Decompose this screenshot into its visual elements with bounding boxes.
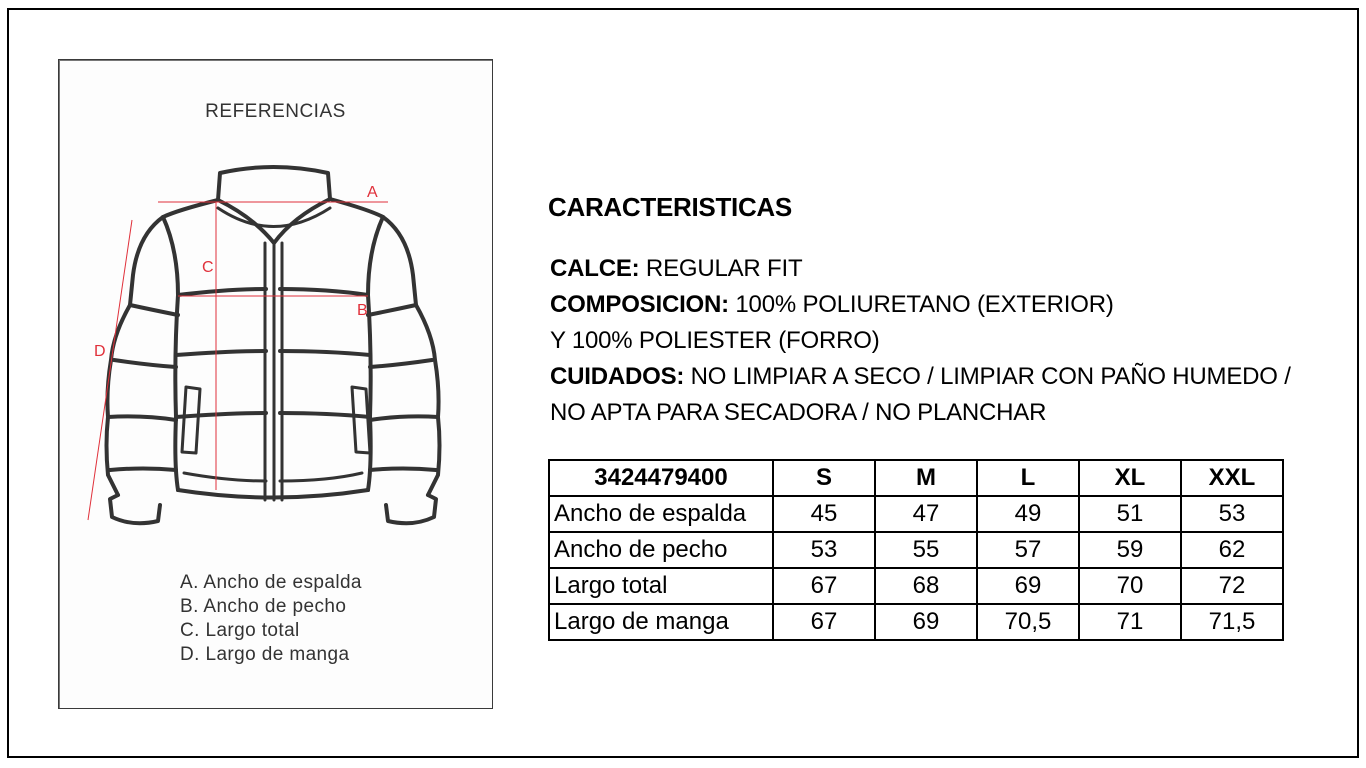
spec-cuidados-cont: NO APTA PARA SECADORA / NO PLANCHAR [550,399,1047,426]
size-header: XXL [1181,460,1283,496]
spec-composicion [550,287,1291,323]
legend-item: B. Ancho de pecho [180,596,347,617]
spec-label: COMPOSICION: [550,291,729,318]
spec-value: 100% POLIURETANO (EXTERIOR) [728,291,1114,318]
table-cell: 51 [1079,496,1181,532]
size-table [548,459,1284,641]
product-code: 3424479400 [549,460,773,496]
size-header: XL [1079,460,1181,496]
table-cell: 67 [773,568,875,604]
table-cell: 69 [875,604,977,640]
spec-calce [550,251,1291,287]
table-cell: 71 [1079,604,1181,640]
table-cell: 45 [773,496,875,532]
reference-title: REFERENCIAS [205,101,346,122]
table-cell: 57 [977,532,1079,568]
table-cell: 47 [875,496,977,532]
table-row [549,604,1283,640]
marker-d: D [94,343,106,360]
table-cell: 59 [1079,532,1181,568]
spec-composicion-cont: Y 100% POLIESTER (FORRO) [550,327,880,354]
table-cell: 70 [1079,568,1181,604]
legend-item: A. Ancho de espalda [180,572,362,593]
table-cell: 72 [1181,568,1283,604]
table-row [549,496,1283,532]
table-row [549,532,1283,568]
legend-item: C. Largo total [180,620,300,641]
row-label: Ancho de pecho [549,532,773,568]
table-cell: 55 [875,532,977,568]
size-header: S [773,460,875,496]
table-cell: 53 [1181,496,1283,532]
spec-value: NO LIMPIAR A SECO / LIMPIAR CON PAÑO HUMEDO / [684,363,1291,390]
table-header-row [549,460,1283,496]
spec-label: CALCE: [550,255,640,282]
row-label: Largo de manga [549,604,773,640]
table-row [549,568,1283,604]
spec-label: CUIDADOS: [550,363,685,390]
table-cell: 68 [875,568,977,604]
marker-b: B [357,302,368,319]
characteristics-heading: CARACTERISTICAS [548,192,792,222]
table-cell: 49 [977,496,1079,532]
measurement-legend [180,571,362,667]
table-cell: 69 [977,568,1079,604]
table-cell: 62 [1181,532,1283,568]
legend-item: D. Largo de manga [180,644,350,665]
row-label: Ancho de espalda [549,496,773,532]
marker-c: C [202,259,214,276]
row-label: Largo total [549,568,773,604]
table-cell: 71,5 [1181,604,1283,640]
table-cell: 70,5 [977,604,1079,640]
size-header: L [977,460,1079,496]
spec-value: REGULAR FIT [639,255,803,282]
jacket-diagram-icon [78,155,458,535]
characteristics-list [550,251,1291,431]
table-cell: 67 [773,604,875,640]
size-header: M [875,460,977,496]
marker-a: A [367,184,378,201]
table-cell: 53 [773,532,875,568]
spec-cuidados [550,359,1291,395]
